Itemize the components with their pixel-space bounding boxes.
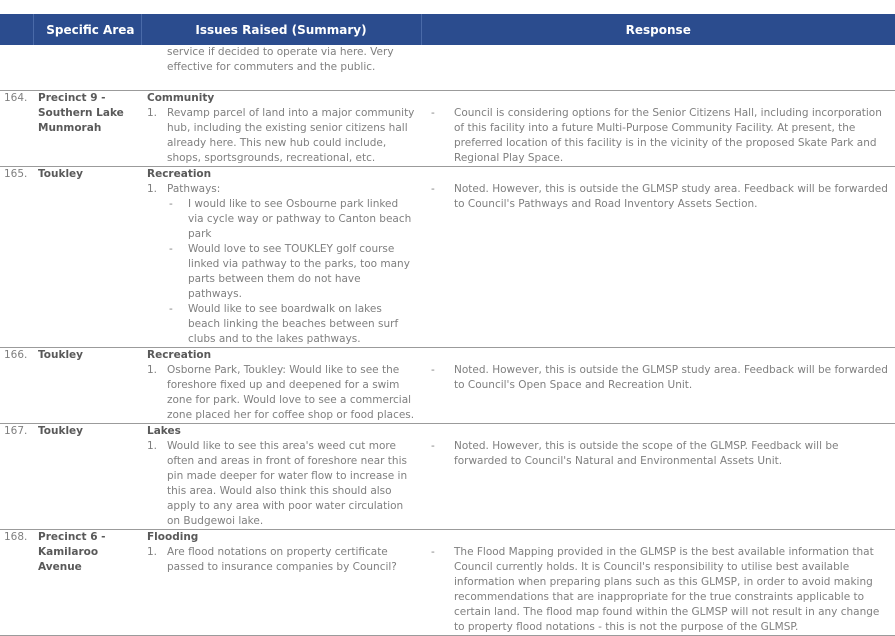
response-text: Noted. However, this is outside the GLMSP study area. Feedback will be forwarded to Council's Pathways and Road Inventory Assets Section. <box>454 183 888 210</box>
table-row <box>0 91 895 167</box>
response-dash: - <box>431 546 435 558</box>
row-number: 168. <box>0 530 33 636</box>
response-cell <box>421 91 895 167</box>
issue-item-text: Osborne Park, Toukley: Would like to see the foreshore fixed up and deepened for a swim zone for park. Would love to see a commercial zone placed her for coffee shop or food places. <box>167 364 415 421</box>
issue-item-number: 1. <box>147 107 158 119</box>
row-number: 165. <box>0 167 33 348</box>
issue-cell <box>141 45 421 91</box>
issue-item-text: Pathways: <box>167 183 221 195</box>
issue-item <box>147 182 415 197</box>
submissions-table <box>0 14 895 636</box>
table-row <box>0 348 895 424</box>
table-row <box>0 530 895 636</box>
row-number: 166. <box>0 348 33 424</box>
header-response: Response <box>421 14 895 45</box>
table-row <box>0 424 895 530</box>
response-dash: - <box>431 440 435 452</box>
issue-item-number: 1. <box>147 546 158 558</box>
issue-subitem <box>147 242 415 302</box>
response-item <box>427 182 889 212</box>
header-specific-area: Specific Area <box>33 14 141 45</box>
row-number: 167. <box>0 424 33 530</box>
issue-cell <box>141 91 421 167</box>
subitem-text: Would love to see TOUKLEY golf course linked via pathway to the parks, too many parts between them do not have pathways. <box>188 243 410 300</box>
issue-category: Lakes <box>147 425 181 437</box>
response-cell <box>421 424 895 530</box>
issue-cell <box>141 167 421 348</box>
issue-category: Flooding <box>147 531 199 543</box>
number-cell <box>0 45 33 91</box>
response-cell <box>421 45 895 91</box>
response-item <box>427 363 889 393</box>
specific-area: Precinct 9 - Southern Lake Munmorah <box>33 91 141 167</box>
specific-area: Precinct 6 - Kamilaroo Avenue <box>33 530 141 636</box>
issue-cell <box>141 424 421 530</box>
specific-area: Toukley <box>33 167 141 348</box>
area-cell <box>33 45 141 91</box>
specific-area: Toukley <box>33 348 141 424</box>
response-dash: - <box>431 183 435 195</box>
specific-area: Toukley <box>33 424 141 530</box>
subitem-text: I would like to see Osbourne park linked via cycle way or pathway to Canton beach park <box>188 198 412 240</box>
subitem-text: Would like to see boardwalk on lakes beach linking the beaches between surf clubs and to the lakes pathways. <box>188 303 399 345</box>
issue-cell <box>141 348 421 424</box>
issue-item-text: Would like to see this area's weed cut more often and areas in front of foreshore near this pin made deeper for water flow to increase in this area. Would also think this should also apply to any area with poor water circulation on Budgewoi lake. <box>167 440 408 527</box>
issue-item <box>147 439 415 529</box>
issue-category: Recreation <box>147 168 212 180</box>
issue-subitem <box>147 302 415 347</box>
subitem-dash: - <box>169 198 173 210</box>
issue-subitem <box>147 197 415 242</box>
subitem-dash: - <box>169 303 173 315</box>
issue-item <box>147 363 415 423</box>
issue-item-number: 1. <box>147 364 158 376</box>
issue-item <box>147 545 415 575</box>
table-row <box>0 167 895 348</box>
table-header-row <box>0 14 895 45</box>
row-number: 164. <box>0 91 33 167</box>
table-row-continuation <box>0 45 895 91</box>
response-item <box>427 439 889 469</box>
issue-item-text: Are flood notations on property certificate passed to insurance companies by Council? <box>167 546 397 573</box>
response-dash: - <box>431 107 435 119</box>
issue-category: Recreation <box>147 349 212 361</box>
response-text: Noted. However, this is outside the GLMSP study area. Feedback will be forwarded to Council's Open Space and Recreation Unit. <box>454 364 888 391</box>
header-issues-raised: Issues Raised (Summary) <box>141 14 421 45</box>
response-cell <box>421 530 895 636</box>
issue-item-number: 1. <box>147 183 158 195</box>
issue-category: Community <box>147 92 215 104</box>
response-text: Noted. However, this is outside the scope of the GLMSP. Feedback will be forwarded to Council's Natural and Environmental Assets Unit. <box>454 440 839 467</box>
response-cell <box>421 348 895 424</box>
issue-item-text: Revamp parcel of land into a major community hub, including the existing senior citizens hall already here. This new hub could include, shops, sportsgrounds, recreational, etc. <box>167 107 415 164</box>
response-text: The Flood Mapping provided in the GLMSP is the best available information that Council currently holds. It is Council's responsibility to utilise best available information when preparing plans such as this GLMSP, in order to avoid making recommendations that are inappropriate for the true constraints applicable to certain land. The flood map found within the GLMSP will not result in any change to property flood notations - this is not the purpose of the GLMSP. <box>454 546 880 633</box>
issue-cell <box>141 530 421 636</box>
response-item <box>427 106 889 166</box>
response-item <box>427 545 889 635</box>
issue-item-number: 1. <box>147 440 158 452</box>
subitem-dash: - <box>169 243 173 255</box>
response-dash: - <box>431 364 435 376</box>
issue-item <box>147 106 415 166</box>
header-number-cell <box>0 14 33 45</box>
response-cell <box>421 167 895 348</box>
continued-issue-text: service if decided to operate via here. Very effective for commuters and the public. <box>167 46 394 73</box>
response-text: Council is considering options for the Senior Citizens Hall, including incorporation of this facility into a future Multi-Purpose Community Facility. At present, the preferred location of this facility is in the vicinity of the proposed Skate Park and Regional Play Space. <box>454 107 882 164</box>
